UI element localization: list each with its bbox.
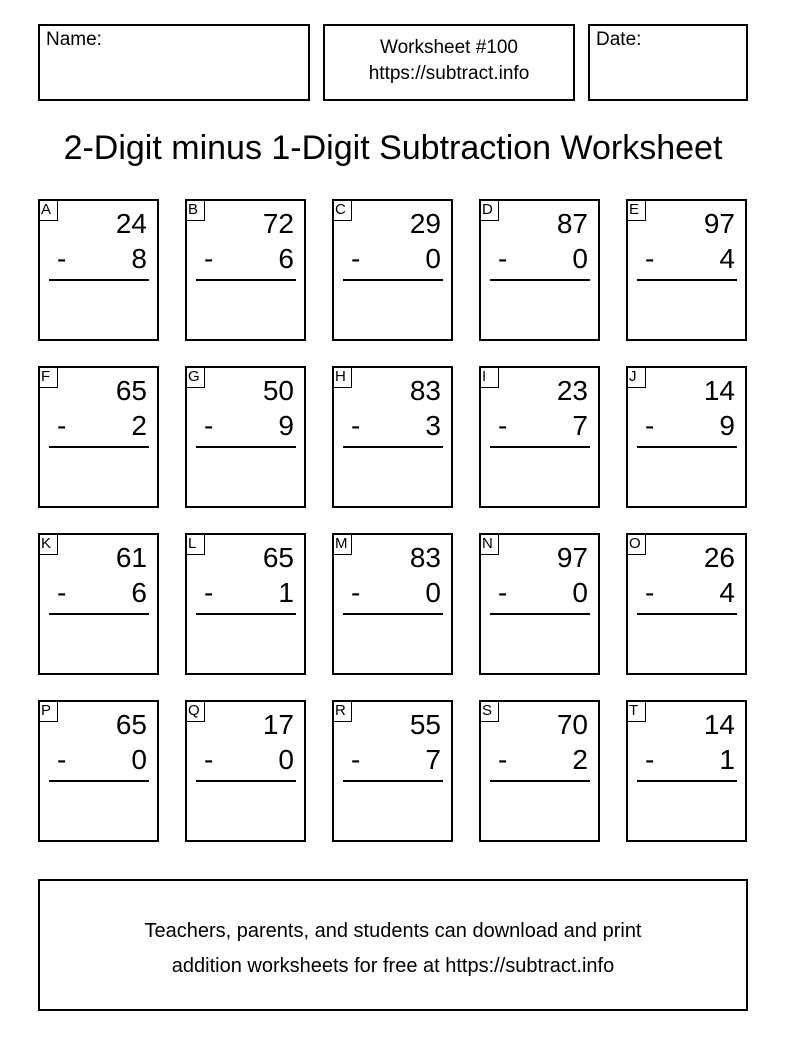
minuend: 87	[556, 208, 588, 239]
problem-label: C	[332, 199, 352, 221]
subtrahend: 9	[278, 410, 294, 441]
problem-label: L	[185, 533, 205, 555]
answer-line	[196, 279, 296, 281]
problem-card[interactable]	[626, 366, 747, 508]
minus-sign: -	[498, 243, 508, 274]
subtrahend: 0	[278, 744, 294, 775]
answer-line	[343, 780, 443, 782]
subtrahend: 7	[572, 410, 588, 441]
minuend: 65	[115, 375, 147, 406]
minus-sign: -	[498, 410, 508, 441]
problem-label: T	[626, 700, 646, 722]
problem-label: K	[38, 533, 58, 555]
answer-line	[343, 446, 443, 448]
problem-label: R	[332, 700, 352, 722]
problem-card[interactable]	[332, 199, 453, 341]
problem-label: N	[479, 533, 499, 555]
problem-label: O	[626, 533, 646, 555]
minuend: 55	[409, 709, 441, 740]
minuend: 24	[115, 208, 147, 239]
problem-label: J	[626, 366, 646, 388]
problem-label: G	[185, 366, 205, 388]
name-label: Name:	[46, 29, 102, 50]
name-field-box[interactable]	[38, 24, 310, 101]
subtrahend: 2	[572, 744, 588, 775]
answer-line	[637, 279, 737, 281]
minus-sign: -	[498, 577, 508, 608]
minuend: 26	[703, 542, 735, 573]
worksheet-info-box	[323, 24, 575, 101]
problem-card[interactable]	[38, 533, 159, 675]
problem-label: H	[332, 366, 352, 388]
minus-sign: -	[645, 410, 655, 441]
answer-line	[49, 780, 149, 782]
minuend: 70	[556, 709, 588, 740]
problem-card[interactable]	[479, 533, 600, 675]
subtrahend: 6	[278, 243, 294, 274]
answer-line	[343, 613, 443, 615]
minus-sign: -	[57, 410, 67, 441]
answer-line	[637, 446, 737, 448]
problem-label: S	[479, 700, 499, 722]
answer-line	[196, 780, 296, 782]
minus-sign: -	[351, 243, 361, 274]
answer-line	[490, 446, 590, 448]
page-title: 2-Digit minus 1-Digit Subtraction Worksheet	[63, 129, 723, 167]
problem-card[interactable]	[332, 366, 453, 508]
subtrahend: 0	[131, 744, 147, 775]
answer-line	[637, 780, 737, 782]
minus-sign: -	[204, 744, 214, 775]
subtrahend: 1	[719, 744, 735, 775]
problem-card[interactable]	[185, 199, 306, 341]
problem-label: I	[479, 366, 499, 388]
worksheet-url[interactable]: https://subtract.info	[368, 63, 530, 84]
problem-label: M	[332, 533, 352, 555]
problem-card[interactable]	[38, 700, 159, 842]
minuend: 14	[703, 709, 735, 740]
minus-sign: -	[645, 744, 655, 775]
subtrahend: 0	[425, 243, 441, 274]
minus-sign: -	[57, 744, 67, 775]
problem-card[interactable]	[626, 533, 747, 675]
problem-card[interactable]	[479, 366, 600, 508]
date-field-box[interactable]	[588, 24, 748, 101]
problem-card[interactable]	[185, 700, 306, 842]
minus-sign: -	[204, 577, 214, 608]
subtrahend: 7	[425, 744, 441, 775]
subtrahend: 3	[425, 410, 441, 441]
problem-card[interactable]	[626, 700, 747, 842]
subtrahend: 0	[425, 577, 441, 608]
problem-card[interactable]	[185, 366, 306, 508]
answer-line	[196, 613, 296, 615]
minuend: 17	[262, 709, 294, 740]
minuend: 65	[115, 709, 147, 740]
subtrahend: 0	[572, 577, 588, 608]
minuend: 65	[262, 542, 294, 573]
minuend: 83	[409, 375, 441, 406]
problem-label: F	[38, 366, 58, 388]
answer-line	[343, 279, 443, 281]
subtrahend: 4	[719, 243, 735, 274]
minus-sign: -	[57, 243, 67, 274]
minuend: 23	[556, 375, 588, 406]
problem-card[interactable]	[185, 533, 306, 675]
answer-line	[490, 780, 590, 782]
answer-line	[49, 446, 149, 448]
minus-sign: -	[204, 243, 214, 274]
date-label: Date:	[596, 29, 642, 50]
problem-label: E	[626, 199, 646, 221]
minus-sign: -	[498, 744, 508, 775]
problem-label: A	[38, 199, 58, 221]
problem-card[interactable]	[332, 700, 453, 842]
minus-sign: -	[204, 410, 214, 441]
minuend: 29	[409, 208, 441, 239]
minuend: 72	[262, 208, 294, 239]
answer-line	[490, 279, 590, 281]
minus-sign: -	[645, 243, 655, 274]
subtrahend: 6	[131, 577, 147, 608]
answer-line	[637, 613, 737, 615]
answer-line	[49, 279, 149, 281]
minus-sign: -	[645, 577, 655, 608]
minuend: 61	[115, 542, 147, 573]
minuend: 97	[556, 542, 588, 573]
answer-line	[196, 446, 296, 448]
problem-label: D	[479, 199, 499, 221]
problem-card[interactable]	[38, 366, 159, 508]
minus-sign: -	[351, 410, 361, 441]
footer-line-1: Teachers, parents, and students can download and print	[144, 920, 642, 942]
minuend: 97	[703, 208, 735, 239]
problem-label: B	[185, 199, 205, 221]
subtrahend: 1	[278, 577, 294, 608]
subtrahend: 0	[572, 243, 588, 274]
problem-label: P	[38, 700, 58, 722]
minus-sign: -	[351, 744, 361, 775]
problem-card[interactable]	[626, 199, 747, 341]
answer-line	[490, 613, 590, 615]
minuend: 50	[262, 375, 294, 406]
subtrahend: 8	[131, 243, 147, 274]
minuend: 83	[409, 542, 441, 573]
worksheet-number: Worksheet #100	[379, 37, 518, 58]
minus-sign: -	[57, 577, 67, 608]
problem-card[interactable]	[479, 700, 600, 842]
problem-label: Q	[185, 700, 205, 722]
footer-line-2: addition worksheets for free at https://subtract.info	[171, 955, 615, 977]
minus-sign: -	[351, 577, 361, 608]
problem-card[interactable]	[332, 533, 453, 675]
subtrahend: 9	[719, 410, 735, 441]
problem-grid	[38, 199, 748, 842]
minuend: 14	[703, 375, 735, 406]
answer-line	[49, 613, 149, 615]
problem-card[interactable]	[38, 199, 159, 341]
subtrahend: 2	[131, 410, 147, 441]
subtrahend: 4	[719, 577, 735, 608]
problem-card[interactable]	[479, 199, 600, 341]
footer-box	[38, 879, 748, 1011]
